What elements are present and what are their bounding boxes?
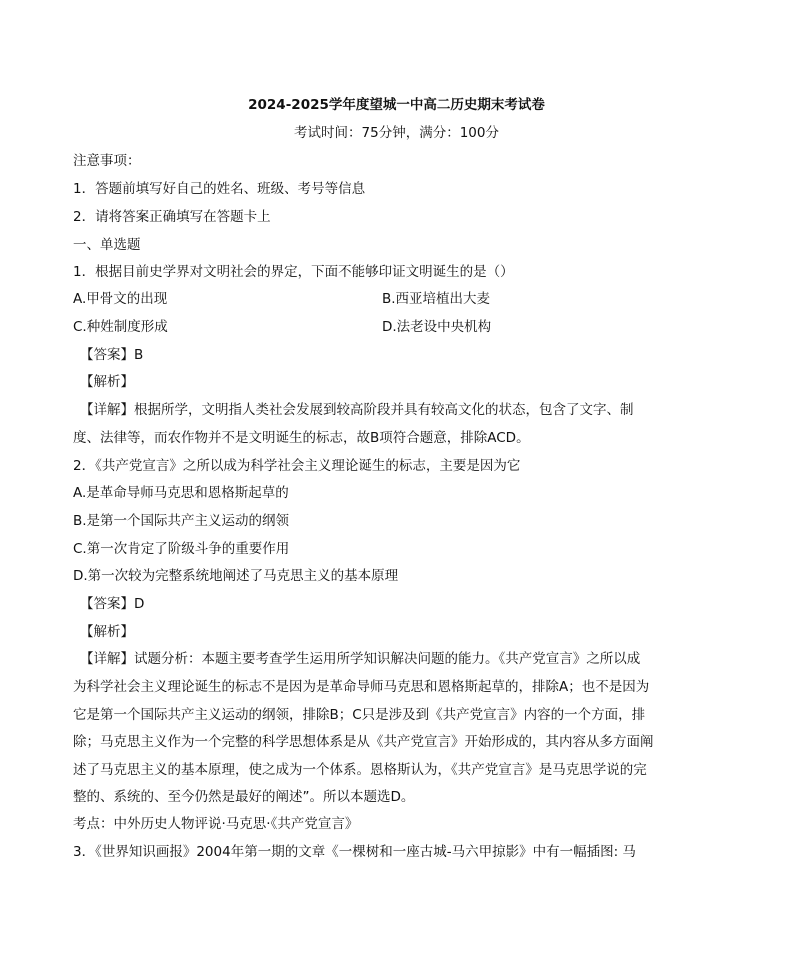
q2-analysis-label: 【解析】	[80, 624, 134, 640]
q1-answer: 【答案】B	[80, 347, 144, 363]
q1-option-b: B.西亚培植出大麦	[382, 291, 491, 307]
note-item: 2．请将答案正确填写在答题卡上	[73, 209, 271, 225]
q2-detail-line: 为科学社会主义理论诞生的标志不是因为是革命导师马克思和恩格斯起草的，排除A；也不是因为	[73, 679, 650, 695]
q1-option-c: C.种姓制度形成	[73, 319, 168, 335]
notes-heading: 注意事项：	[73, 153, 141, 169]
q2-detail-line: 【详解】试题分析：本题主要考查学生运用所学知识解决问题的能力。《共产党宣言》之所以成	[80, 651, 641, 667]
section-title: 一、单选题	[73, 237, 141, 253]
q2-answer: 【答案】D	[80, 596, 145, 612]
q2-kaodian: 考点：中外历史人物评说·马克思·《共产党宣言》	[73, 816, 359, 832]
exam-info: 考试时间：75分钟，满分：100分	[294, 125, 499, 141]
q1-option-d: D.法老设中央机构	[382, 319, 492, 335]
q2-detail-line: 述了马克思主义的基本原理，使之成为一个体系。恩格斯认为，《共产党宣言》是马克思学说的完	[73, 762, 647, 778]
question-3-stem: 3．《世界知识画报》2004年第一期的文章《一棵树和一座古城-马六甲掠影》中有一幅插图: 马	[73, 844, 636, 860]
q2-detail-line: 除；马克思主义作为一个完整的科学思想体系是从《共产党宣言》开始形成的，其内容从多方面阐	[73, 734, 654, 750]
q1-detail-line: 【详解】根据所学，文明指人类社会发展到较高阶段并具有较高文化的状态，包含了文字、制	[80, 402, 634, 418]
q2-option-d: D.第一次较为完整系统地阐述了马克思主义的基本原理	[73, 568, 399, 584]
q2-option-c: C.第一次肯定了阶级斗争的重要作用	[73, 541, 290, 557]
question-2-stem: 2．《共产党宣言》之所以成为科学社会主义理论诞生的标志，主要是因为它	[73, 458, 521, 474]
q2-option-b: B.是第一个国际共产主义运动的纲领	[73, 513, 290, 529]
q1-option-a: A.甲骨文的出现	[73, 291, 168, 307]
q1-analysis-label: 【解析】	[80, 374, 134, 390]
q2-detail-line: 它是第一个国际共产主义运动的纲领，排除B；C只是涉及到《共产党宣言》内容的一个方面，排	[73, 707, 646, 723]
question-1-stem: 1．根据目前史学界对文明社会的界定，下面不能够印证文明诞生的是（）	[73, 264, 514, 280]
q1-detail-line: 度、法律等，而农作物并不是文明诞生的标志，故B项符合题意，排除ACD。	[73, 430, 530, 446]
note-item: 1．答题前填写好自己的姓名、班级、考号等信息	[73, 181, 366, 197]
page-title: 2024-2025学年度望城一中高二历史期末考试卷	[248, 97, 545, 113]
q2-detail-line: 整的、系统的、至今仍然是最好的阐述”。所以本题选D。	[73, 789, 415, 805]
q2-option-a: A.是革命导师马克思和恩格斯起草的	[73, 485, 289, 501]
